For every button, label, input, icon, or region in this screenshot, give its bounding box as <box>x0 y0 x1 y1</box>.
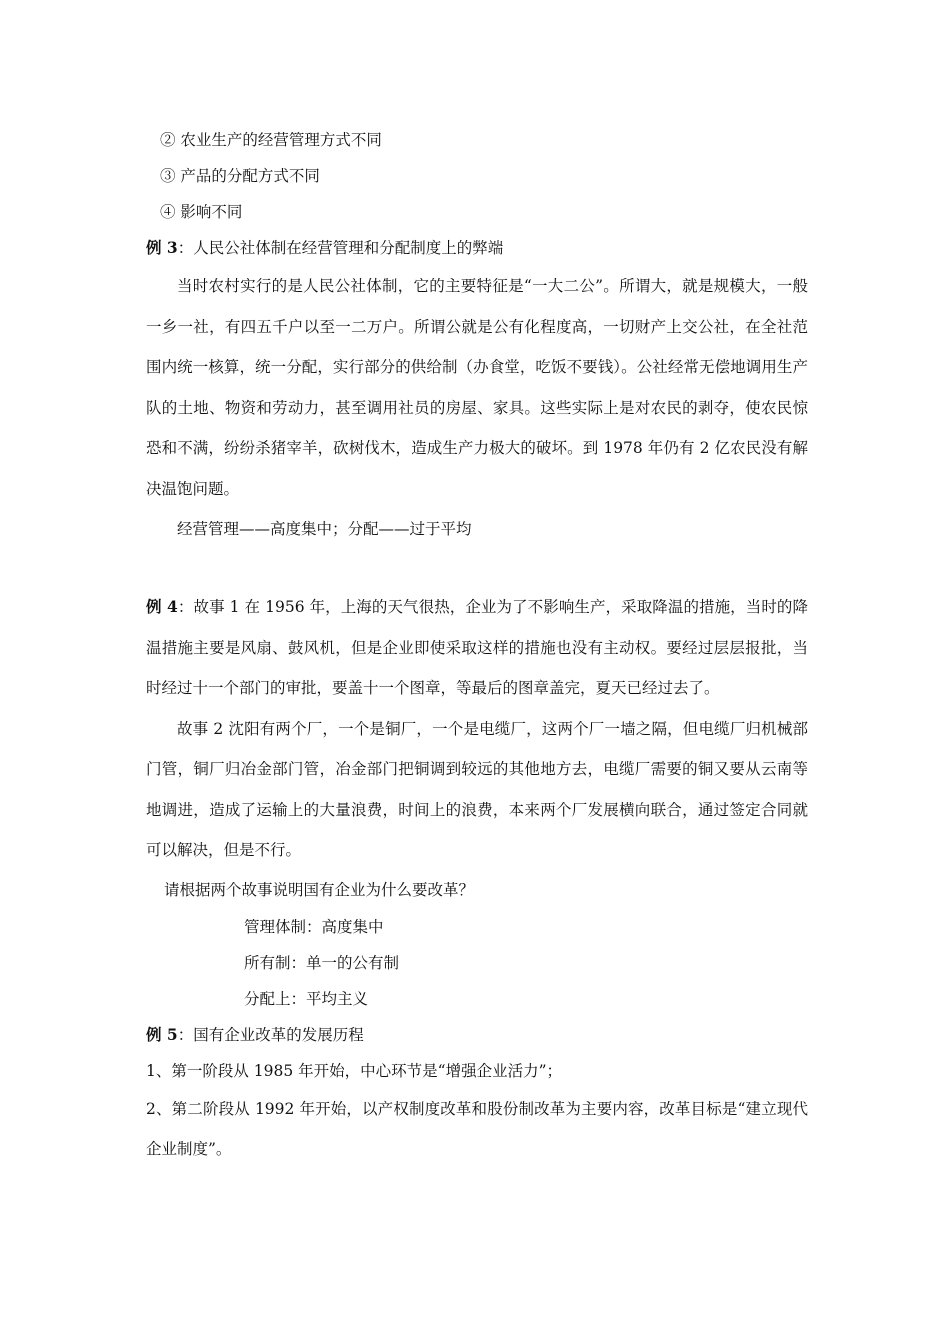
list-item: ② 农业生产的经营管理方式不同 <box>160 131 382 149</box>
example-4-answer: 所有制：单一的公有制 <box>244 953 400 972</box>
example-3-body: 当时农村实行的是人民公社体制，它的主要特征是“一大二公”。所谓大，就是规模大，一般一乡一社，有四五千户以至一二万户。所谓公就是公有化程度高，一切财产上交公社，在全社范围内统一核算，统一分配，实行部分的供给制（办食堂，吃饭不要钱）。公社经常无偿地调用生产队的土地、物资和劳动力，甚至调用社员的房屋、家具。这些实际上是对农民的剥夺，使农民惊恐和不满，纷纷杀猪宰羊，砍树伐木，造成生产力极大的破坏。到 1978 年仍有 2 亿农民没有解决温饱问题。 <box>146 277 808 498</box>
example-3-label: 例 3 <box>146 238 178 257</box>
example-4-label: 例 4 <box>146 597 178 616</box>
example-3-title: ：人民公社体制在经营管理和分配制度上的弊端 <box>177 239 504 257</box>
list-item: ③ 产品的分配方式不同 <box>160 167 320 185</box>
example-4-answer: 分配上：平均主义 <box>244 989 369 1008</box>
blank-line <box>146 549 808 587</box>
example-5-stage-2: 2、第二阶段从 1992 年开始，以产权制度改革和股份制改革为主要内容，改革目标是“建立现代企业制度”。 <box>146 1099 808 1158</box>
example-4-story-1-text: ：故事 1 在 1956 年，上海的天气很热，企业为了不影响生产，采取降温的措施，当时的降温措施主要是风扇、鼓风机，但是企业即使采取这样的措施也没有主动权。要经过层层报批，当时经过十一个部门的审批，要盖十一个图章，等最后的图章盖完，夏天已经过去了。 <box>146 598 808 697</box>
example-4-story-2: 故事 2 沈阳有两个厂，一个是铜厂，一个是电缆厂，这两个厂一墙之隔，但电缆厂归机械部门管，铜厂归冶金部门管，冶金部门把铜调到较远的其他地方去，电缆厂需要的铜又要从云南等地调进，造成了运输上的大量浪费，时间上的浪费，本来两个厂发展横向联合，通过签定合同就可以解决，但是不行。 <box>146 719 808 859</box>
example-5-heading <box>146 1017 808 1053</box>
example-4-story-1 <box>146 587 808 709</box>
example-3-heading <box>146 230 808 266</box>
example-5-label: 例 5 <box>146 1024 178 1044</box>
example-4-question: 请根据两个故事说明国有企业为什么要改革？ <box>164 880 475 899</box>
list-item: ④ 影响不同 <box>160 203 243 221</box>
example-5-title: ：国有企业改革的发展历程 <box>177 1025 364 1044</box>
example-5-stage-1: 1、第一阶段从 1985 年开始，中心环节是“增强企业活力”； <box>146 1061 563 1080</box>
document-body <box>146 122 808 1170</box>
example-3-summary: 经营管理——高度集中；分配——过于平均 <box>177 520 472 538</box>
example-4-answer: 管理体制：高度集中 <box>244 917 384 936</box>
